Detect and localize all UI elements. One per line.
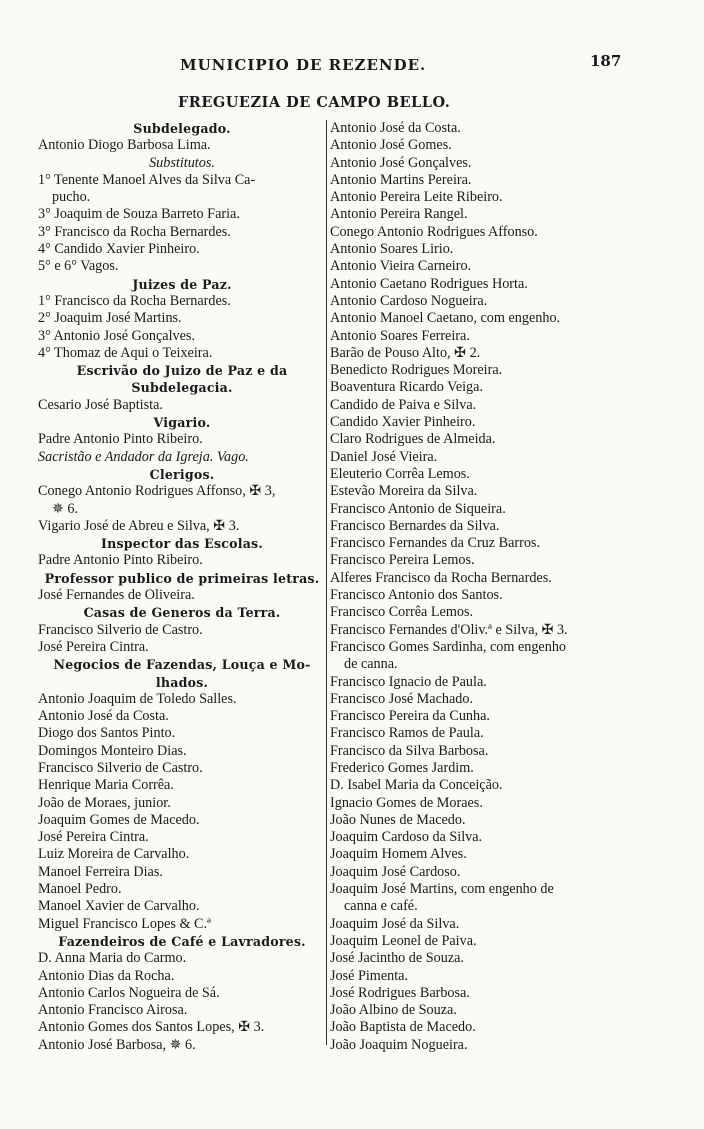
entry-line: Sacristão e Andador da Igreja. Vago.	[38, 448, 249, 465]
entry-line: Antonio Joaquim de Toledo Salles.	[38, 690, 237, 707]
entry-continuation: de canna.	[344, 656, 398, 673]
entry-line: Barão de Pouso Alto, ✠ 2.	[330, 344, 481, 361]
entry-line: José Pereira Cintra.	[38, 638, 149, 655]
running-title: MUNICIPIO DE REZENDE.	[180, 56, 427, 74]
entry-line: D. Isabel Maria da Conceição.	[330, 777, 503, 794]
entry-line: Francisco Silverio de Castro.	[38, 621, 203, 638]
entry-line: Joaquim Cardoso da Silva.	[330, 829, 483, 846]
section-heading: Escrivão do Juizo de Paz e da	[76, 363, 288, 379]
entry-continuation: canna e café.	[344, 898, 418, 915]
subheading: Substitutos.	[149, 154, 215, 171]
entry-line: Manoel Ferreira Dias.	[38, 863, 163, 880]
entry-line: 5° e 6° Vagos.	[38, 258, 119, 275]
right-column	[330, 120, 630, 1054]
entry-line: Antonio Gomes dos Santos Lopes, ✠ 3.	[38, 1019, 265, 1036]
entry-line: José Rodrigues Barbosa.	[330, 984, 470, 1001]
entry-line: Joaquim José da Silva.	[330, 915, 460, 932]
entry-line: Antonio José Barbosa, ✵ 6.	[38, 1036, 196, 1053]
section-heading: Inspector das Escolas.	[101, 536, 263, 552]
entry-line: Domingos Monteiro Dias.	[38, 742, 187, 759]
entry-line: Conego Antonio Rodrigues Affonso.	[330, 223, 538, 240]
entry-line: Joaquim Gomes de Macedo.	[38, 811, 200, 828]
entry-line: Antonio José Gomes.	[330, 137, 452, 154]
entry-line: Antonio Soares Lirio.	[330, 241, 454, 258]
entry-line: Frederico Gomes Jardim.	[330, 759, 474, 776]
entry-line: Francisco da Silva Barbosa.	[330, 742, 489, 759]
section-heading: Professor publico de primeiras letras.	[44, 570, 320, 586]
entry-line: João Joaquim Nogueira.	[330, 1036, 468, 1053]
entry-line: Alferes Francisco da Rocha Bernardes.	[330, 569, 552, 586]
entry-line: 3° Antonio José Gonçalves.	[38, 327, 195, 344]
entry-line: 3° Joaquim de Souza Barreto Faria.	[38, 206, 240, 223]
entry-line: Antonio Dias da Rocha.	[38, 967, 175, 984]
entry-line: Manoel Xavier de Carvalho.	[38, 898, 200, 915]
entry-line: Antonio Martins Pereira.	[330, 171, 472, 188]
entry-line: José Pereira Cintra.	[38, 829, 149, 846]
entry-line: Luiz Moreira de Carvalho.	[38, 846, 190, 863]
entry-line: José Jacintho de Souza.	[330, 950, 464, 967]
entry-line: Joaquim Leonel de Paiva.	[330, 932, 477, 949]
entry-line: Francisco José Machado.	[330, 690, 474, 707]
entry-line: Francisco Bernardes da Silva.	[330, 517, 500, 534]
entry-line: Antonio Pereira Rangel.	[330, 206, 468, 223]
left-column	[38, 120, 326, 1054]
entry-line: Daniel José Vieira.	[330, 448, 438, 465]
entry-line: Antonio José da Costa.	[38, 708, 169, 725]
entry-line: Conego Antonio Rodrigues Affonso, ✠ 3,	[38, 483, 276, 500]
entry-line: Francisco Antonio dos Santos.	[330, 587, 503, 604]
entry-line: Francisco Pereira da Cunha.	[330, 708, 490, 725]
section-heading: Fazendeiros de Café e Lavradores.	[58, 933, 306, 949]
entry-line: Antonio José da Costa.	[330, 120, 461, 136]
entry-line: Francisco Corrêa Lemos.	[330, 604, 474, 621]
entry-line: Candido Xavier Pinheiro.	[330, 414, 476, 431]
entry-line: Francisco Gomes Sardinha, com engenho	[330, 638, 567, 655]
entry-line: 1° Francisco da Rocha Bernardes.	[38, 292, 231, 309]
section-heading: Juizes de Paz.	[132, 276, 232, 292]
entry-line: Antonio José Gonçalves.	[330, 154, 472, 171]
entry-line: João Albino de Souza.	[330, 1002, 457, 1019]
section-title: FREGUEZIA DE CAMPO BELLO.	[178, 94, 451, 111]
entry-line: Benedicto Rodrigues Moreira.	[330, 362, 503, 379]
entry-line: Antonio Diogo Barbosa Lima.	[38, 137, 211, 154]
entry-line: Francisco Antonio de Siqueira.	[330, 500, 506, 517]
entry-line: Padre Antonio Pinto Ribeiro.	[38, 552, 203, 569]
section-heading: Subdelegacia.	[131, 380, 233, 396]
entry-line: Padre Antonio Pinto Ribeiro.	[38, 431, 203, 448]
entry-line: Claro Rodrigues de Almeida.	[330, 431, 496, 448]
entry-line: Joaquim José Martins, com engenho de	[330, 881, 554, 898]
section-heading: Casas de Generos da Terra.	[83, 605, 281, 621]
entry-line: Francisco Pereira Lemos.	[330, 552, 475, 569]
column-divider	[326, 120, 327, 1045]
entry-line: José Pimenta.	[330, 967, 409, 984]
section-heading: Clerigos.	[149, 466, 215, 482]
entry-line: João Nunes de Macedo.	[330, 811, 466, 828]
entry-line: Estevão Moreira da Silva.	[330, 483, 478, 500]
entry-line: Francisco Fernandes da Cruz Barros.	[330, 535, 540, 552]
entry-continuation: pucho.	[52, 189, 91, 206]
section-heading: Vigario.	[153, 415, 211, 431]
entry-line: Francisco Ramos de Paula.	[330, 725, 484, 742]
entry-line: Eleuterio Corrêa Lemos.	[330, 465, 470, 482]
entry-line: Francisco Silverio de Castro.	[38, 759, 203, 776]
entry-line: Joaquim José Cardoso.	[330, 863, 461, 880]
entry-line: Antonio Francisco Airosa.	[38, 1002, 188, 1019]
entry-line: Manoel Pedro.	[38, 881, 122, 898]
entry-line: 1° Tenente Manoel Alves da Silva Ca-	[38, 171, 256, 188]
entry-line: Antonio Soares Ferreira.	[330, 327, 470, 344]
entry-line: Antonio Carlos Nogueira de Sá.	[38, 984, 220, 1001]
entry-line: 2° Joaquim José Martins.	[38, 310, 182, 327]
entry-line: Francisco Ignacio de Paula.	[330, 673, 487, 690]
section-heading: Subdelegado.	[133, 121, 231, 136]
entry-line: Antonio Manoel Caetano, com engenho.	[330, 310, 561, 327]
entry-line: João de Moraes, junior.	[38, 794, 171, 811]
section-heading: Negocios de Fazendas, Louça e Mo-	[53, 657, 311, 673]
page-number: 187	[590, 52, 622, 70]
entry-line: Antonio Cardoso Nogueira.	[330, 292, 488, 309]
entry-line: João Baptista de Macedo.	[330, 1019, 476, 1036]
entry-line: Boaventura Ricardo Veiga.	[330, 379, 483, 396]
entry-line: 4° Candido Xavier Pinheiro.	[38, 241, 200, 258]
entry-line: Antonio Caetano Rodrigues Horta.	[330, 275, 528, 292]
entry-line: Vigario José de Abreu e Silva, ✠ 3.	[38, 517, 240, 534]
entry-line: Joaquim Homem Alves.	[330, 846, 467, 863]
entry-continuation: ✵ 6.	[52, 500, 79, 517]
entry-line: Francisco Fernandes d'Oliv.ª e Silva, ✠ 3.	[330, 621, 568, 638]
entry-line: José Fernandes de Oliveira.	[38, 587, 195, 604]
entry-line: Cesario José Baptista.	[38, 396, 163, 413]
entry-line: Antonio Vieira Carneiro.	[330, 258, 472, 275]
entry-line: 3° Francisco da Rocha Bernardes.	[38, 223, 231, 240]
entry-line: Miguel Francisco Lopes & C.ª	[38, 915, 211, 932]
entry-line: Henrique Maria Corrêa.	[38, 777, 174, 794]
entry-line: 4° Thomaz de Aqui o Teixeira.	[38, 344, 213, 361]
section-heading: lhados.	[155, 674, 209, 690]
entry-line: Diogo dos Santos Pinto.	[38, 725, 176, 742]
entry-line: Antonio Pereira Leite Ribeiro.	[330, 189, 503, 206]
entry-line: Ignacio Gomes de Moraes.	[330, 794, 483, 811]
entry-line: D. Anna Maria do Carmo.	[38, 950, 187, 967]
entry-line: Candido de Paiva e Silva.	[330, 396, 477, 413]
